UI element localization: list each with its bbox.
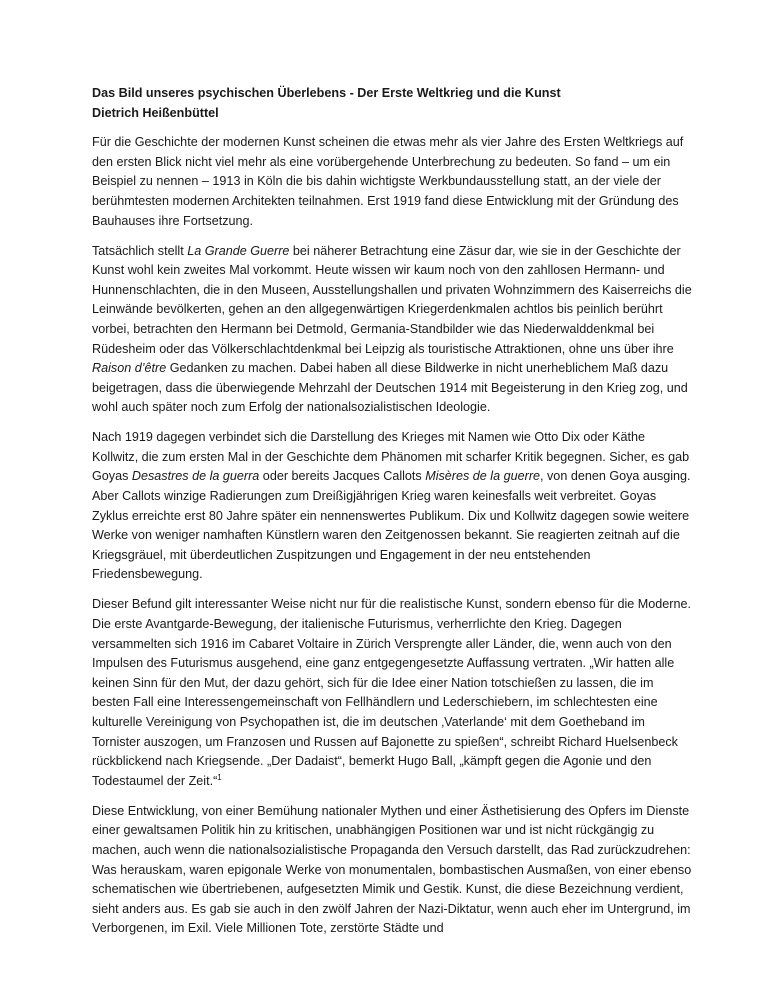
- italic-title: Desastres de la guerra: [131, 469, 260, 484]
- text-run: Diese Entwicklung, von einer Bemühung nationaler Mythen und einer Ästhetisierung des Opfers im Dienste einer gewaltsamen Politik hin zu kritischen, unabhängigen Positionen war und ist nicht rückgängig zu machen, auch wenn die nationalsozialistische Propaganda den Versuch darstellt, das Rad zurückzudrehen: Was herauskam, waren epigonale Werke von monumentalen, bombastischen Ausmaßen, von einer ebenso schematischen wie übertriebenen, aufgesetzten Mimik und Gestik. Kunst, die diese Bezeichnung verdient, sieht anders aus. Es gab sie auch in den zwölf Jahren der Nazi-Diktatur, wenn auch eher im Untergrund, im Verborgenen, im Exil. Viele Millionen Tote, zerstörte Städte und: [92, 803, 692, 936]
- paragraph: [92, 133, 692, 231]
- italic-title: Misères de la guerre: [425, 469, 541, 484]
- text-run: Dieser Befund gilt interessanter Weise nicht nur für die realistische Kunst, sondern ebenso für die Moderne. Die erste Avantgarde-Bewegung, der italienische Futurismus, verherrlichte den Krieg. Dagegen versammelten sich 1916 im Cabaret Voltaire in Zürich Versprengte aller Länder, die, wenn auch von den Impulsen des Futurismus ausgehend, eine ganz entgegengesetzte Auffassung vertraten. „Wir hatten alle keinen Sinn für den Mut, der dazu gehört, sich für die Idee einer Nation totschießen zu lassen, die im besten Fall eine Interessengemeinschaft von Fellhändlern und Lederschiebern, im schlechtesten eine kulturelle Vereinigung von Psychopathen ist, die im deutschen ‚Vaterlande‘ mit dem Goetheband im Tornister auszogen, um Franzosen und Russen auf Bajonette zu spießen“, schreibt Richard Huelsenbeck rückblickend nach Kriegsende. „Der Dadaist“, bemerkt Hugo Ball, „kämpft gegen die Agonie und den Todestaumel der Zeit.“: [92, 597, 691, 788]
- text-run: bei näherer Betrachtung eine Zäsur dar, wie sie in der Geschichte der Kunst wohl kein zweites Mal vorkommt. Heute wissen wir kaum noch von den zahllosen Hermann- und Hunnenschlachten, die in den Museen, Ausstellungshallen und privaten Wohnzimmern des Kaiserreichs die Leinwände bevölkerten, gehen an den allgegenwärtigen Kriegerdenkmalen achtlos bis peinlich berührt vorbei, betrachten den Hermann bei Detmold, Germania-Standbilder wie das Niederwalddenkmal bei Rüdesheim oder das Völkerschlachtdenkmal bei Leipzig als touristische Attraktionen, ohne uns über ihre: [92, 243, 692, 356]
- paragraph-list: [92, 133, 692, 939]
- text-run: oder bereits Jacques Callots: [259, 469, 426, 484]
- text-run: Für die Geschichte der modernen Kunst scheinen die etwas mehr als vier Jahre des Ersten Weltkriegs auf den ersten Blick nicht viel mehr als eine vorübergehende Unterbrechung zu bedeuten. So fand – um ein Beispiel zu nennen – 1913 in Köln die bis dahin wichtigste Werkbundausstellung statt, an der viele der berühmtesten modernen Architekten teilnahmen. Erst 1919 fand diese Entwicklung mit der Gründung des Bauhauses ihre Fortsetzung.: [92, 135, 684, 228]
- paragraph: [92, 428, 692, 585]
- article-body: [92, 84, 692, 949]
- text-run: , von denen Goya ausging. Aber Callots winzige Radierungen zum Dreißigjährigen Krieg waren keinesfalls weit verbreitet. Goyas Zyklus erreichte erst 80 Jahre später ein nennenswertes Publikum. Dix und Kollwitz dagegen sowie weitere Werke von weniger namhaften Künstlern waren den Zeitgenossen bekannt. Sie reagierten zeitnah auf die Kriegsgräuel, mit überdeutlichen Zuspitzungen und Engagement in der neu entstehenden Friedensbewegung.: [92, 469, 691, 582]
- text-run: Tatsächlich stellt: [92, 243, 188, 258]
- article-author: Dietrich Heißenbüttel: [92, 105, 219, 120]
- footnote-marker: 1: [217, 772, 222, 782]
- text-run: Nach 1919 dagegen verbindet sich die Darstellung des Krieges mit Namen wie Otto Dix oder Käthe Kollwitz, die zum ersten Mal in der Geschichte dem Phänomen mit scharfer Kritik begegnen. Sicher, es gab Goyas: [92, 430, 690, 484]
- italic-title: La Grande Guerre: [187, 243, 290, 258]
- italic-title: Raison d’être: [92, 361, 167, 376]
- paragraph: [92, 595, 692, 791]
- paragraph: [92, 802, 692, 939]
- text-run: Gedanken zu machen. Dabei haben all diese Bildwerke in nicht unerheblichem Maß dazu beigetragen, dass die überwiegende Mehrzahl der Deutschen 1914 mit Begeisterung in den Krieg zog, und wohl auch später noch zum Erfolg der nationalsozialistischen Ideologie.: [92, 361, 688, 415]
- article-title: Das Bild unseres psychischen Überlebens - Der Erste Weltkrieg und die Kunst: [92, 86, 561, 100]
- paragraph: [92, 242, 692, 418]
